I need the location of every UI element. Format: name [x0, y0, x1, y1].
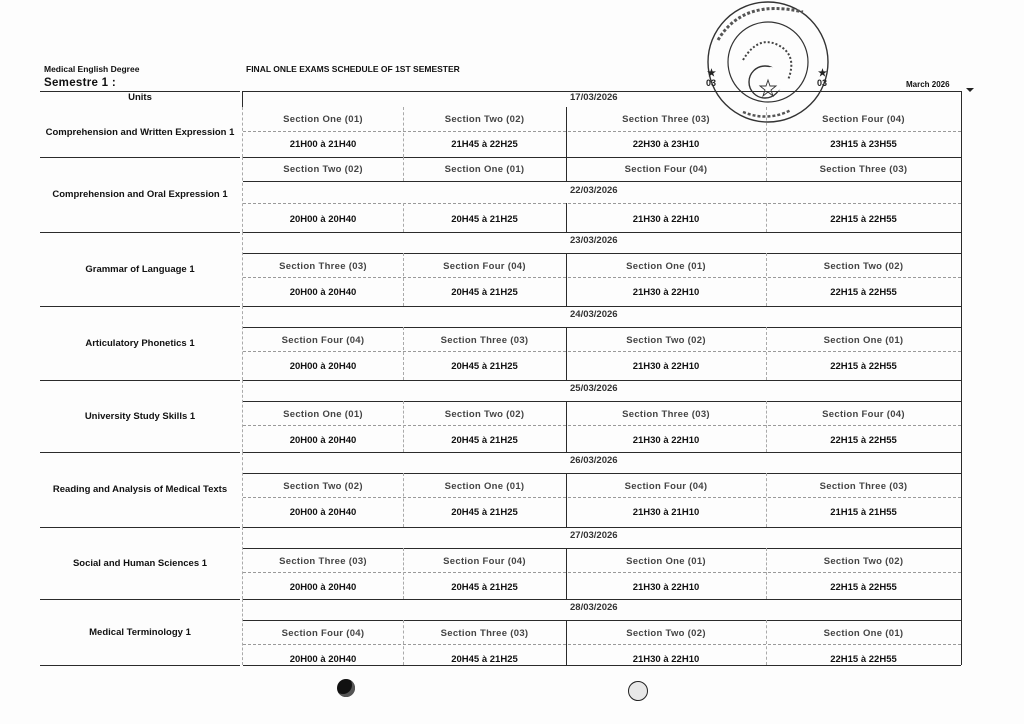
program-name: Medical English Degree [44, 64, 140, 74]
time-cell: 20H00 à 20H40 [289, 214, 357, 225]
cell-divider [243, 327, 961, 328]
exam-date: 24/03/2026 [570, 309, 618, 320]
unit-name: Social and Human Sciences 1 [72, 557, 208, 569]
time-cell: 20H45 à 21H25 [451, 435, 518, 446]
time-cell: 22H15 à 22H55 [830, 214, 897, 225]
official-stamp-icon [703, 0, 833, 130]
cell-divider [243, 548, 961, 549]
time-cell: 20H00 à 20H40 [289, 361, 357, 372]
document-title: FINAL ONLE EXAMS SCHEDULE OF 1ST SEMESTER [246, 64, 460, 74]
cell-divider [243, 644, 961, 645]
svg-text:★: ★ [707, 68, 716, 79]
cell-divider [243, 203, 961, 204]
semester-label: Semestre 1 : [44, 77, 116, 89]
month-label: March 2026 [906, 80, 950, 89]
time-cell: 20H00 à 20H40 [289, 582, 357, 593]
time-cell: 20H45 à 21H25 [451, 287, 518, 298]
section-cell: Section One (01) [823, 628, 904, 639]
time-cell: 20H45 à 21H25 [451, 654, 518, 665]
cell-divider [243, 473, 961, 474]
time-cell: 21H30 à 22H10 [632, 361, 700, 372]
stamp-number-right: 03 [817, 78, 828, 88]
table-right-border [961, 91, 962, 665]
section-cell: Section One (01) [444, 164, 525, 175]
section-cell: Section Two (02) [444, 409, 525, 420]
cell-divider [243, 401, 961, 402]
section-cell: Section Two (02) [626, 335, 706, 346]
row-divider [243, 452, 961, 453]
section-cell: Section Two (02) [283, 481, 363, 492]
time-cell: 21H00 à 21H40 [289, 139, 357, 150]
cell-divider [243, 425, 961, 426]
cell-divider [243, 277, 961, 278]
time-cell: 20H45 à 21H25 [451, 214, 518, 225]
section-cell: Section Three (03) [622, 409, 710, 420]
section-cell: Section Four (04) [281, 628, 365, 639]
time-cell: 22H15 à 22H55 [830, 435, 897, 446]
row-divider [243, 232, 961, 233]
section-cell: Section One (01) [283, 409, 363, 420]
section-cell: Section One (01) [626, 556, 706, 567]
row-divider [40, 665, 240, 666]
unit-name: Grammar of Language 1 [85, 263, 195, 275]
time-cell: 21H45 à 22H25 [451, 139, 518, 150]
row-divider [243, 527, 961, 528]
exam-date: 26/03/2026 [570, 455, 618, 466]
section-cell: Section One (01) [626, 261, 706, 272]
column-divider [242, 91, 243, 107]
exam-date: 27/03/2026 [570, 530, 618, 541]
section-cell: Section Two (02) [823, 556, 904, 567]
punch-hole [337, 679, 355, 697]
exam-date: 23/03/2026 [570, 235, 618, 246]
time-cell: 20H00 à 20H40 [289, 435, 357, 446]
svg-text:★: ★ [818, 68, 827, 79]
cell-divider [243, 131, 961, 132]
cell-divider [243, 253, 961, 254]
unit-name: Comprehension and Oral Expression 1 [52, 189, 228, 200]
section-cell: Section One (01) [444, 481, 525, 492]
section-cell: Section Two (02) [283, 164, 363, 175]
unit-name: Reading and Analysis of Medical Texts [52, 484, 228, 495]
arrow-mark-icon [966, 88, 974, 92]
time-cell: 22H15 à 22H55 [830, 287, 897, 298]
row-divider [243, 665, 961, 666]
section-cell: Section Four (04) [443, 261, 526, 272]
cell-divider [243, 572, 961, 573]
section-cell: Section Four (04) [822, 409, 905, 420]
exam-date: 25/03/2026 [570, 383, 618, 394]
section-cell: Section One (01) [283, 114, 363, 125]
cell-divider [243, 181, 961, 182]
time-cell: 22H15 à 22H55 [830, 654, 897, 665]
section-cell: Section Three (03) [440, 335, 529, 346]
cell-divider [243, 497, 961, 498]
time-cell: 20H45 à 21H25 [451, 361, 518, 372]
exam-date: 28/03/2026 [570, 602, 618, 613]
row-divider [243, 599, 961, 600]
exam-date: 22/03/2026 [570, 185, 618, 196]
section-cell: Section Three (03) [622, 114, 710, 125]
unit-name: Comprehension and Written Expression 1 [45, 126, 235, 138]
time-cell: 21H30 à 22H10 [632, 654, 700, 665]
section-cell: Section Three (03) [440, 628, 529, 639]
time-cell: 21H30 à 22H10 [632, 287, 700, 298]
row-divider [243, 157, 961, 158]
section-cell: Section Four (04) [443, 556, 526, 567]
time-cell: 21H15 à 21H55 [830, 507, 897, 518]
cell-divider [243, 620, 961, 621]
punch-hole [628, 681, 648, 701]
time-cell: 20H45 à 21H25 [451, 507, 518, 518]
time-cell: 20H00 à 20H40 [289, 507, 357, 518]
section-cell: Section Two (02) [444, 114, 525, 125]
time-cell: 23H15 à 23H55 [830, 139, 897, 150]
section-cell: Section Three (03) [279, 556, 367, 567]
section-cell: Section Four (04) [822, 114, 905, 125]
unit-name: University Study Skills 1 [84, 410, 196, 422]
time-cell: 20H00 à 20H40 [289, 287, 357, 298]
cell-divider [243, 351, 961, 352]
section-cell: Section Four (04) [624, 164, 708, 175]
section-cell: Section One (01) [823, 335, 904, 346]
section-cell: Section Two (02) [626, 628, 706, 639]
time-cell: 21H30 à 22H10 [632, 582, 700, 593]
unit-name: Medical Terminology 1 [89, 626, 191, 638]
exam-date: 17/03/2026 [570, 92, 618, 103]
unit-name: Articulatory Phonetics 1 [85, 337, 195, 349]
section-cell: Section Three (03) [819, 164, 908, 175]
section-cell: Section Three (03) [279, 261, 367, 272]
section-cell: Section Three (03) [819, 481, 908, 492]
time-cell: 22H30 à 23H10 [632, 139, 700, 150]
section-cell: Section Four (04) [624, 481, 708, 492]
time-cell: 22H15 à 22H55 [830, 361, 897, 372]
time-cell: 20H00 à 20H40 [289, 654, 357, 665]
section-cell: Section Four (04) [281, 335, 365, 346]
row-divider [243, 306, 961, 307]
units-header: Units [128, 92, 152, 103]
time-cell: 20H45 à 21H25 [451, 582, 518, 593]
row-divider [243, 380, 961, 381]
section-cell: Section Two (02) [823, 261, 904, 272]
time-cell: 21H30 à 22H10 [632, 435, 700, 446]
time-cell: 21H30 à 21H10 [632, 507, 700, 518]
time-cell: 21H30 à 22H10 [632, 214, 700, 225]
time-cell: 22H15 à 22H55 [830, 582, 897, 593]
stamp-number-left: 03 [706, 78, 717, 88]
